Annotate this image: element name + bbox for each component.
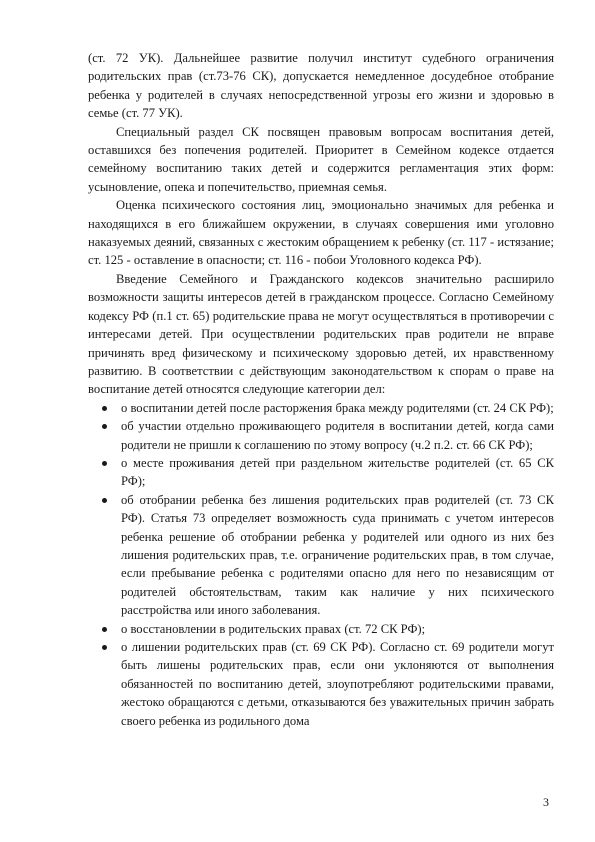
bullet-icon <box>102 461 107 466</box>
bullet-icon <box>102 498 107 503</box>
bullet-icon <box>102 627 107 632</box>
case-categories-list <box>88 399 554 730</box>
list-item <box>88 399 554 417</box>
page-number: 3 <box>543 795 549 809</box>
bullet-icon <box>102 406 107 411</box>
list-item-text: о воспитании детей после расторжения брака между родителями (ст. 24 СК РФ); <box>121 400 554 415</box>
list-item <box>88 454 554 491</box>
list-item-text: о месте проживания детей при раздельном жительстве родителей (ст. 65 СК РФ); <box>121 455 554 489</box>
list-item <box>88 491 554 620</box>
paragraph-3: Оценка психического состояния лиц, эмоционально значимых для ребенка и находящихся в его ближайшем окружении, в случаях совершения ими уголовно наказуемых деяний, связанных с жестоким обращением к ребенку (ст. 117 - истязание; ст. 125 - оставление в опасности; ст. 116 - побои Уголовного кодекса РФ). <box>88 198 554 268</box>
paragraph-4: Введение Семейного и Гражданского кодексов значительно расширило возможности защиты интересов детей в гражданском процессе. Согласно Семейному кодексу РФ (п.1 ст. 65) родительские права не могут осуществляться в противоречии с интересами детей. При осуществлении родительских прав родители не вправе причинять вред физическому и психическому здоровью детей, их нравственному развитию. В соответствии с действующим законодательством к спорам о праве на воспитание детей относятся следующие категории дел: <box>88 271 554 397</box>
list-item <box>88 620 554 638</box>
list-item-text: о лишении родительских прав (ст. 69 СК РФ). Согласно ст. 69 родители могут быть лишены родительских прав, если они уклоняются от выполнения обязанностей по воспитанию детей, злоупотребляют родительскими правами, жестоко обращаются с детьми, отказываются без уважительных причин забрать своего ребенка из родильного дома <box>121 640 554 728</box>
paragraph-1: (ст. 72 УК). Дальнейшее развитие получил институт судебного ограничения родительских прав (ст.73-76 СК), допускается немедленное досудебное отобрание ребенка у родителей в случаях непосредственной угрозы его жизни и здоровью в семье (ст. 77 УК). <box>88 51 554 121</box>
bullet-icon <box>102 645 107 650</box>
list-item-text: о восстановлении в родительских правах (ст. 72 СК РФ); <box>121 621 426 636</box>
paragraph-2: Специальный раздел СК посвящен правовым вопросам воспитания детей, оставшихся без попечения родителей. Приоритет в Семейном кодексе отдается семейному воспитанию таких детей и содержится регламентация этих форм: усыновление, опека и попечительство, приемная семья. <box>88 124 554 194</box>
bullet-icon <box>102 424 107 429</box>
list-item <box>88 638 554 730</box>
list-item-text: об отобрании ребенка без лишения родительских прав родителей (ст. 73 СК РФ). Статья 73 определяет возможность суда принимать с учетом интересов ребенка решение об отобрании ребенка у родителей или одного из них без лишения родительских прав, т.е. ограничение родительских прав, в том случае, если пребывание ребенка с родителями опасно для него по независящим от родителей обстоятельствам, таким как наличие у них психического расстройства или иного заболевания. <box>121 492 554 618</box>
list-item <box>88 417 554 454</box>
list-item-text: об участии отдельно проживающего родителя в воспитании детей, когда сами родители не пришли к соглашению по этому вопросу (ч.2 п.2. ст. 66 СК РФ); <box>121 419 554 452</box>
page-content <box>88 49 554 730</box>
